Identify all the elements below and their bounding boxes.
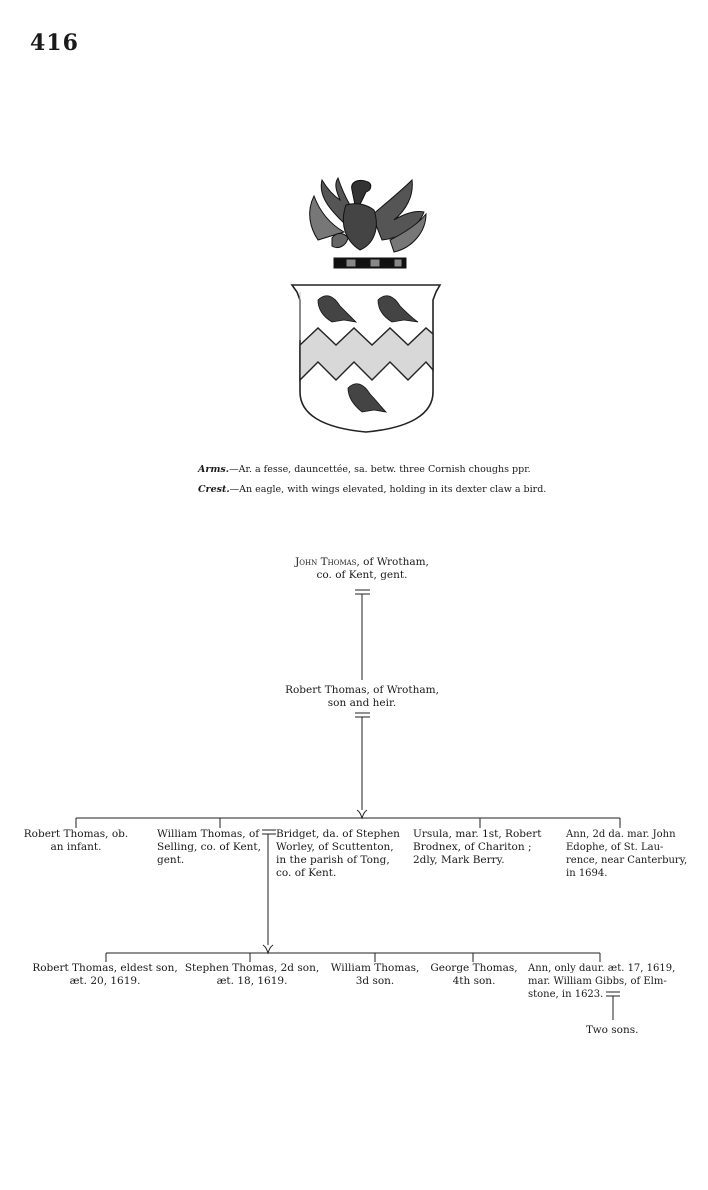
gen4-ann-line1: Ann, only daur. æt. 17, 1619, <box>528 963 676 974</box>
gen3-ann <box>566 828 687 880</box>
gen4-ann-line2: mar. William Gibbs, of Elm- <box>528 976 667 987</box>
gen5-two-sons <box>586 1024 638 1037</box>
gen4-william-line1: William Thomas, <box>330 962 420 974</box>
gen4-robert-line2: æt. 20, 1619. <box>69 975 141 987</box>
gen1-place: of Wrotham, <box>359 556 429 568</box>
gen3-ann-line1: Ann, 2d da. mar. John <box>566 829 676 840</box>
gen2-line2: son and heir. <box>327 697 397 709</box>
gen4-ann <box>528 962 675 1001</box>
gen4-william <box>326 962 424 988</box>
gen4-william-line2: 3d son. <box>355 975 395 987</box>
gen4-stephen-line2: æt. 18, 1619. <box>216 975 288 987</box>
gen3-bridget-line4: co. of Kent. <box>276 867 337 879</box>
gen4-robert <box>30 962 180 988</box>
gen1-line2: co. of Kent, gent. <box>316 569 408 581</box>
gen3-william-line1: William Thomas, of <box>157 828 260 840</box>
arms-label: Arms. <box>198 464 230 475</box>
gen4-stephen <box>184 962 320 988</box>
gen1-person <box>262 556 462 582</box>
gen3-robert-line2: an infant. <box>50 841 102 853</box>
gen3-william <box>157 828 261 867</box>
gen4-robert-line1: Robert Thomas, eldest son, <box>32 962 178 974</box>
gen3-ursula-line1: Ursula, mar. 1st, Robert <box>413 828 542 840</box>
crest-text: —An eagle, with wings elevated, holding in its dexter claw a bird. <box>229 484 547 495</box>
gen3-bridget-line1: Bridget, da. of Stephen <box>276 828 400 840</box>
gen1-line1 <box>262 556 462 569</box>
gen2-line1: Robert Thomas, of Wrotham, <box>285 684 439 696</box>
arms-text: —Ar. a fesse, dauncettée, sa. betw. three Cornish choughs ppr. <box>229 464 531 475</box>
gen4-ann-line3: stone, in 1623. <box>528 989 604 1000</box>
gen3-ursula-line3: 2dly, Mark Berry. <box>413 854 505 866</box>
gen3-william-line2: Selling, co. of Kent, <box>157 841 261 853</box>
gen4-stephen-line1: Stephen Thomas, 2d son, <box>184 962 320 974</box>
gen1-name: John Thomas, <box>295 556 360 568</box>
gen4-george-line1: George Thomas, <box>430 962 518 974</box>
gen4-george-line2: 4th son. <box>452 975 496 987</box>
gen3-robert <box>20 828 132 854</box>
gen3-bridget-line3: in the parish of Tong, <box>276 854 390 866</box>
gen3-ann-line4: in 1694. <box>566 868 608 879</box>
gen3-ursula <box>413 828 541 867</box>
crest-label: Crest. <box>198 484 230 495</box>
gen3-william-line3: gent. <box>157 854 185 866</box>
gen3-ursula-line2: Brodnex, of Chariton ; <box>413 841 532 853</box>
gen3-robert-line1: Robert Thomas, ob. <box>23 828 129 840</box>
gen3-bridget-line2: Worley, of Scuttenton, <box>276 841 394 853</box>
gen3-ann-line3: rence, near Canterbury, <box>566 855 688 866</box>
gen3-ann-line2: Edophe, of St. Lau- <box>566 842 664 853</box>
gen4-george <box>427 962 521 988</box>
page-number: 416 <box>30 30 79 56</box>
gen5-line1: Two sons. <box>586 1024 639 1036</box>
gen2-person <box>262 684 462 710</box>
gen3-bridget <box>276 828 400 880</box>
